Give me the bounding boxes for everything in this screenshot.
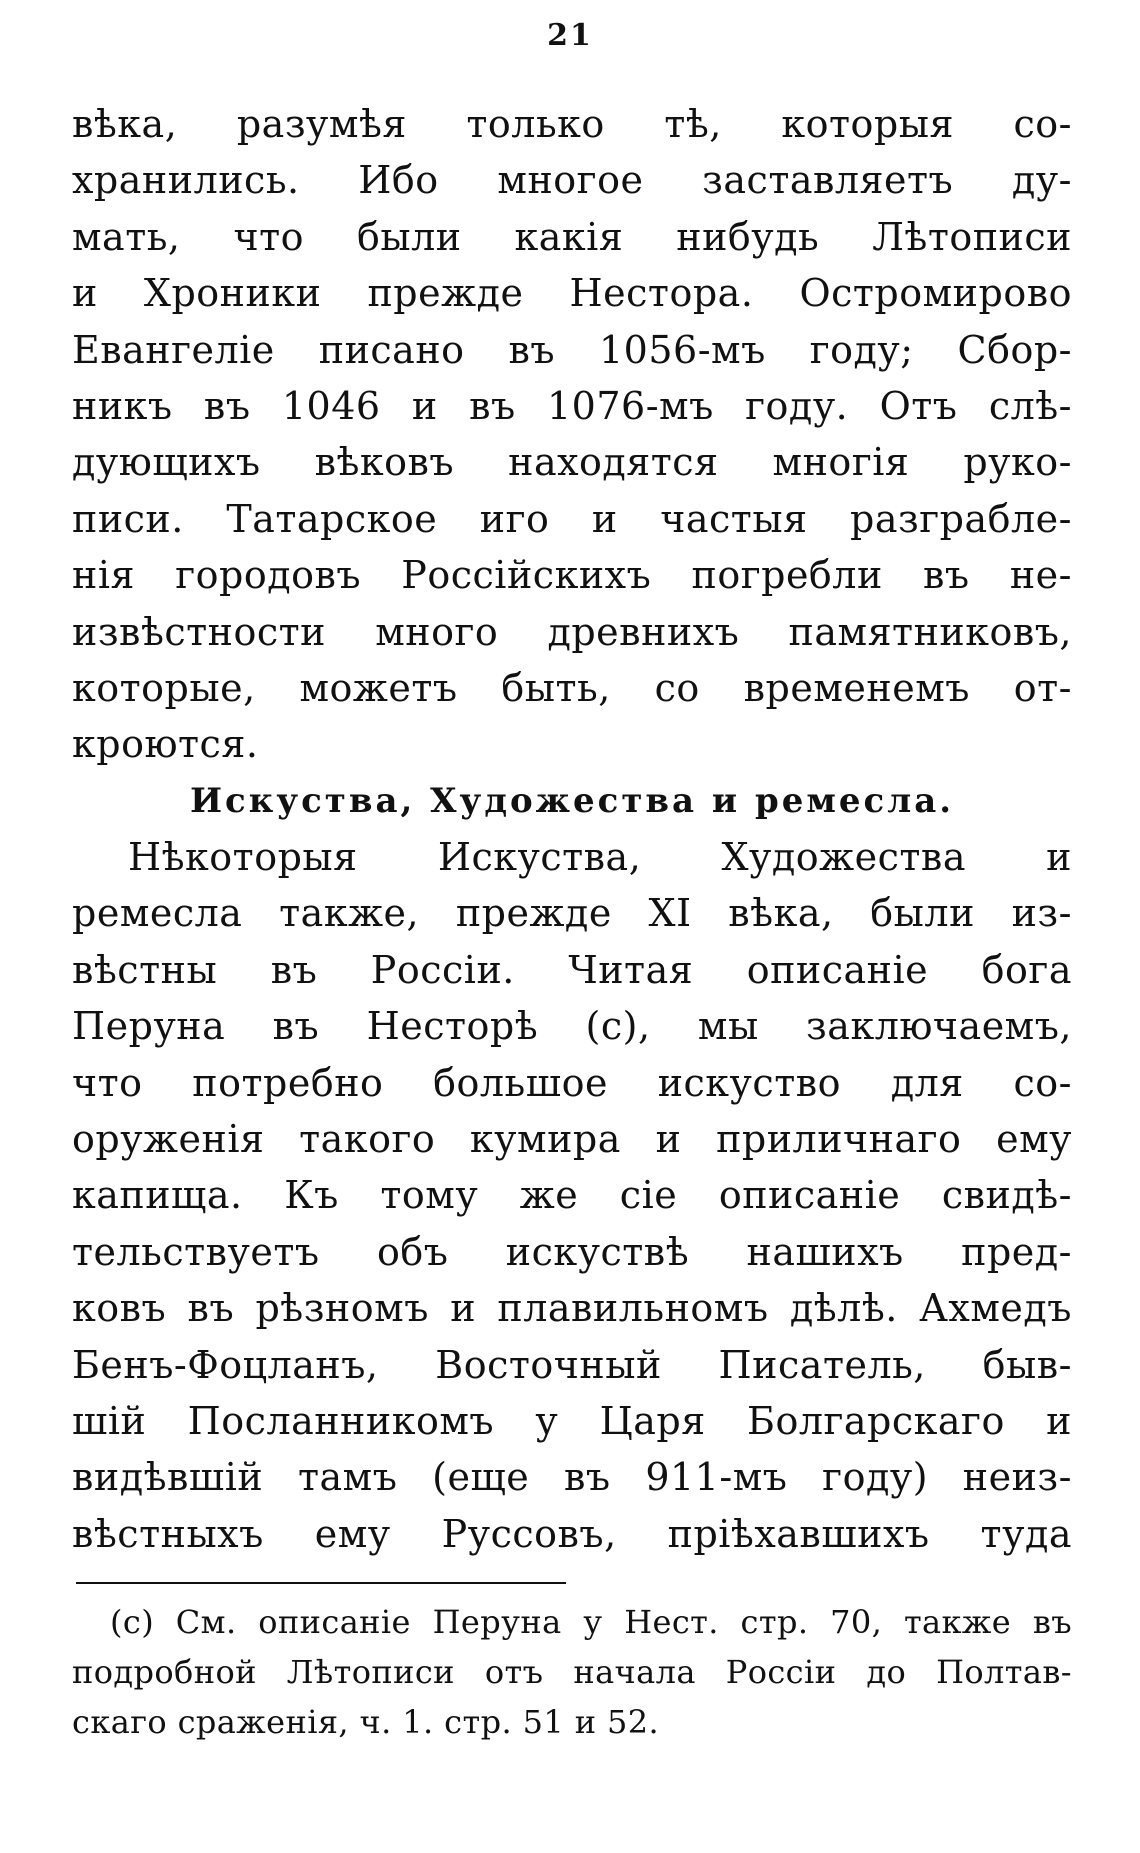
text-line: хранились. Ибо многое заставляетъ ду- <box>72 158 1072 203</box>
text-line: и Хроники прежде Нестора. Остромирово <box>72 271 1072 316</box>
text-line: никъ въ 1046 и въ 1076-мъ году. Отъ слѣ- <box>72 383 1072 428</box>
text-line: Нѣкоторыя Искуства, Художества и <box>128 835 1072 880</box>
text-line: ковъ въ рѣзномъ и плавильномъ дѣлѣ. Ахмедъ <box>72 1286 1072 1331</box>
text-line: писи. Татарское иго и частыя разграбле- <box>72 496 1072 541</box>
text-line: которые, можетъ быть, со временемъ от- <box>72 665 1072 710</box>
text-line: оруженія такого кумира и приличнаго ему <box>72 1117 1072 1162</box>
text-line: Евангеліе писано въ 1056-мъ году; Сбор- <box>72 327 1072 372</box>
text-line: вѣстны въ Россіи. Читая описаніе бога <box>72 947 1072 992</box>
text-line: что потребно большое искуство для со- <box>72 1060 1072 1105</box>
text-line: извѣстности много древнихъ памятниковъ, <box>72 609 1072 654</box>
footnote-line: (c) См. описаніе Перуна у Нест. стр. 70, также въ <box>110 1603 1072 1641</box>
text-line: мать, что были какія нибудь Лѣтописи <box>72 214 1072 259</box>
text-line: ремесла также, прежде XI вѣка, были из- <box>72 891 1072 936</box>
text-line: капища. Къ тому же сіе описаніе свидѣ- <box>72 1173 1072 1218</box>
text-line: Перуна въ Несторѣ (c), мы заключаемъ, <box>72 1004 1072 1049</box>
footnote-line: скаго сраженія, ч. 1. стр. 51 и 52. <box>72 1703 660 1741</box>
text-line: видѣвшій тамъ (еще въ 911-мъ году) неиз- <box>72 1455 1072 1500</box>
text-line: вѣстныхъ ему Руссовъ, пріѣхавшихъ туда <box>72 1511 1072 1556</box>
text-line: дующихъ вѣковъ находятся многія руко- <box>72 440 1072 485</box>
section-heading: Искуства, Художества и ремесла. <box>189 780 955 821</box>
main-text <box>72 96 1072 1562</box>
text-line: тельствуетъ объ искуствѣ нашихъ пред- <box>72 1229 1072 1274</box>
footnote-divider <box>76 1582 566 1584</box>
footnotes <box>72 1597 1072 1747</box>
footnote-line: подробной Лѣтописи отъ начала Россіи до Полтав- <box>72 1653 1072 1691</box>
text-line: шій Посланникомъ у Царя Болгарскаго и <box>72 1398 1072 1443</box>
page-number: 21 <box>547 18 593 53</box>
text-line: Бенъ-Фоцланъ, Восточный Писатель, быв- <box>72 1342 1072 1387</box>
text-line: нія городовъ Россійскихъ погребли въ не- <box>72 553 1072 598</box>
text-line: кроются. <box>72 722 259 767</box>
text-line: вѣка, разумѣя только тѣ, которыя со- <box>72 102 1072 146</box>
